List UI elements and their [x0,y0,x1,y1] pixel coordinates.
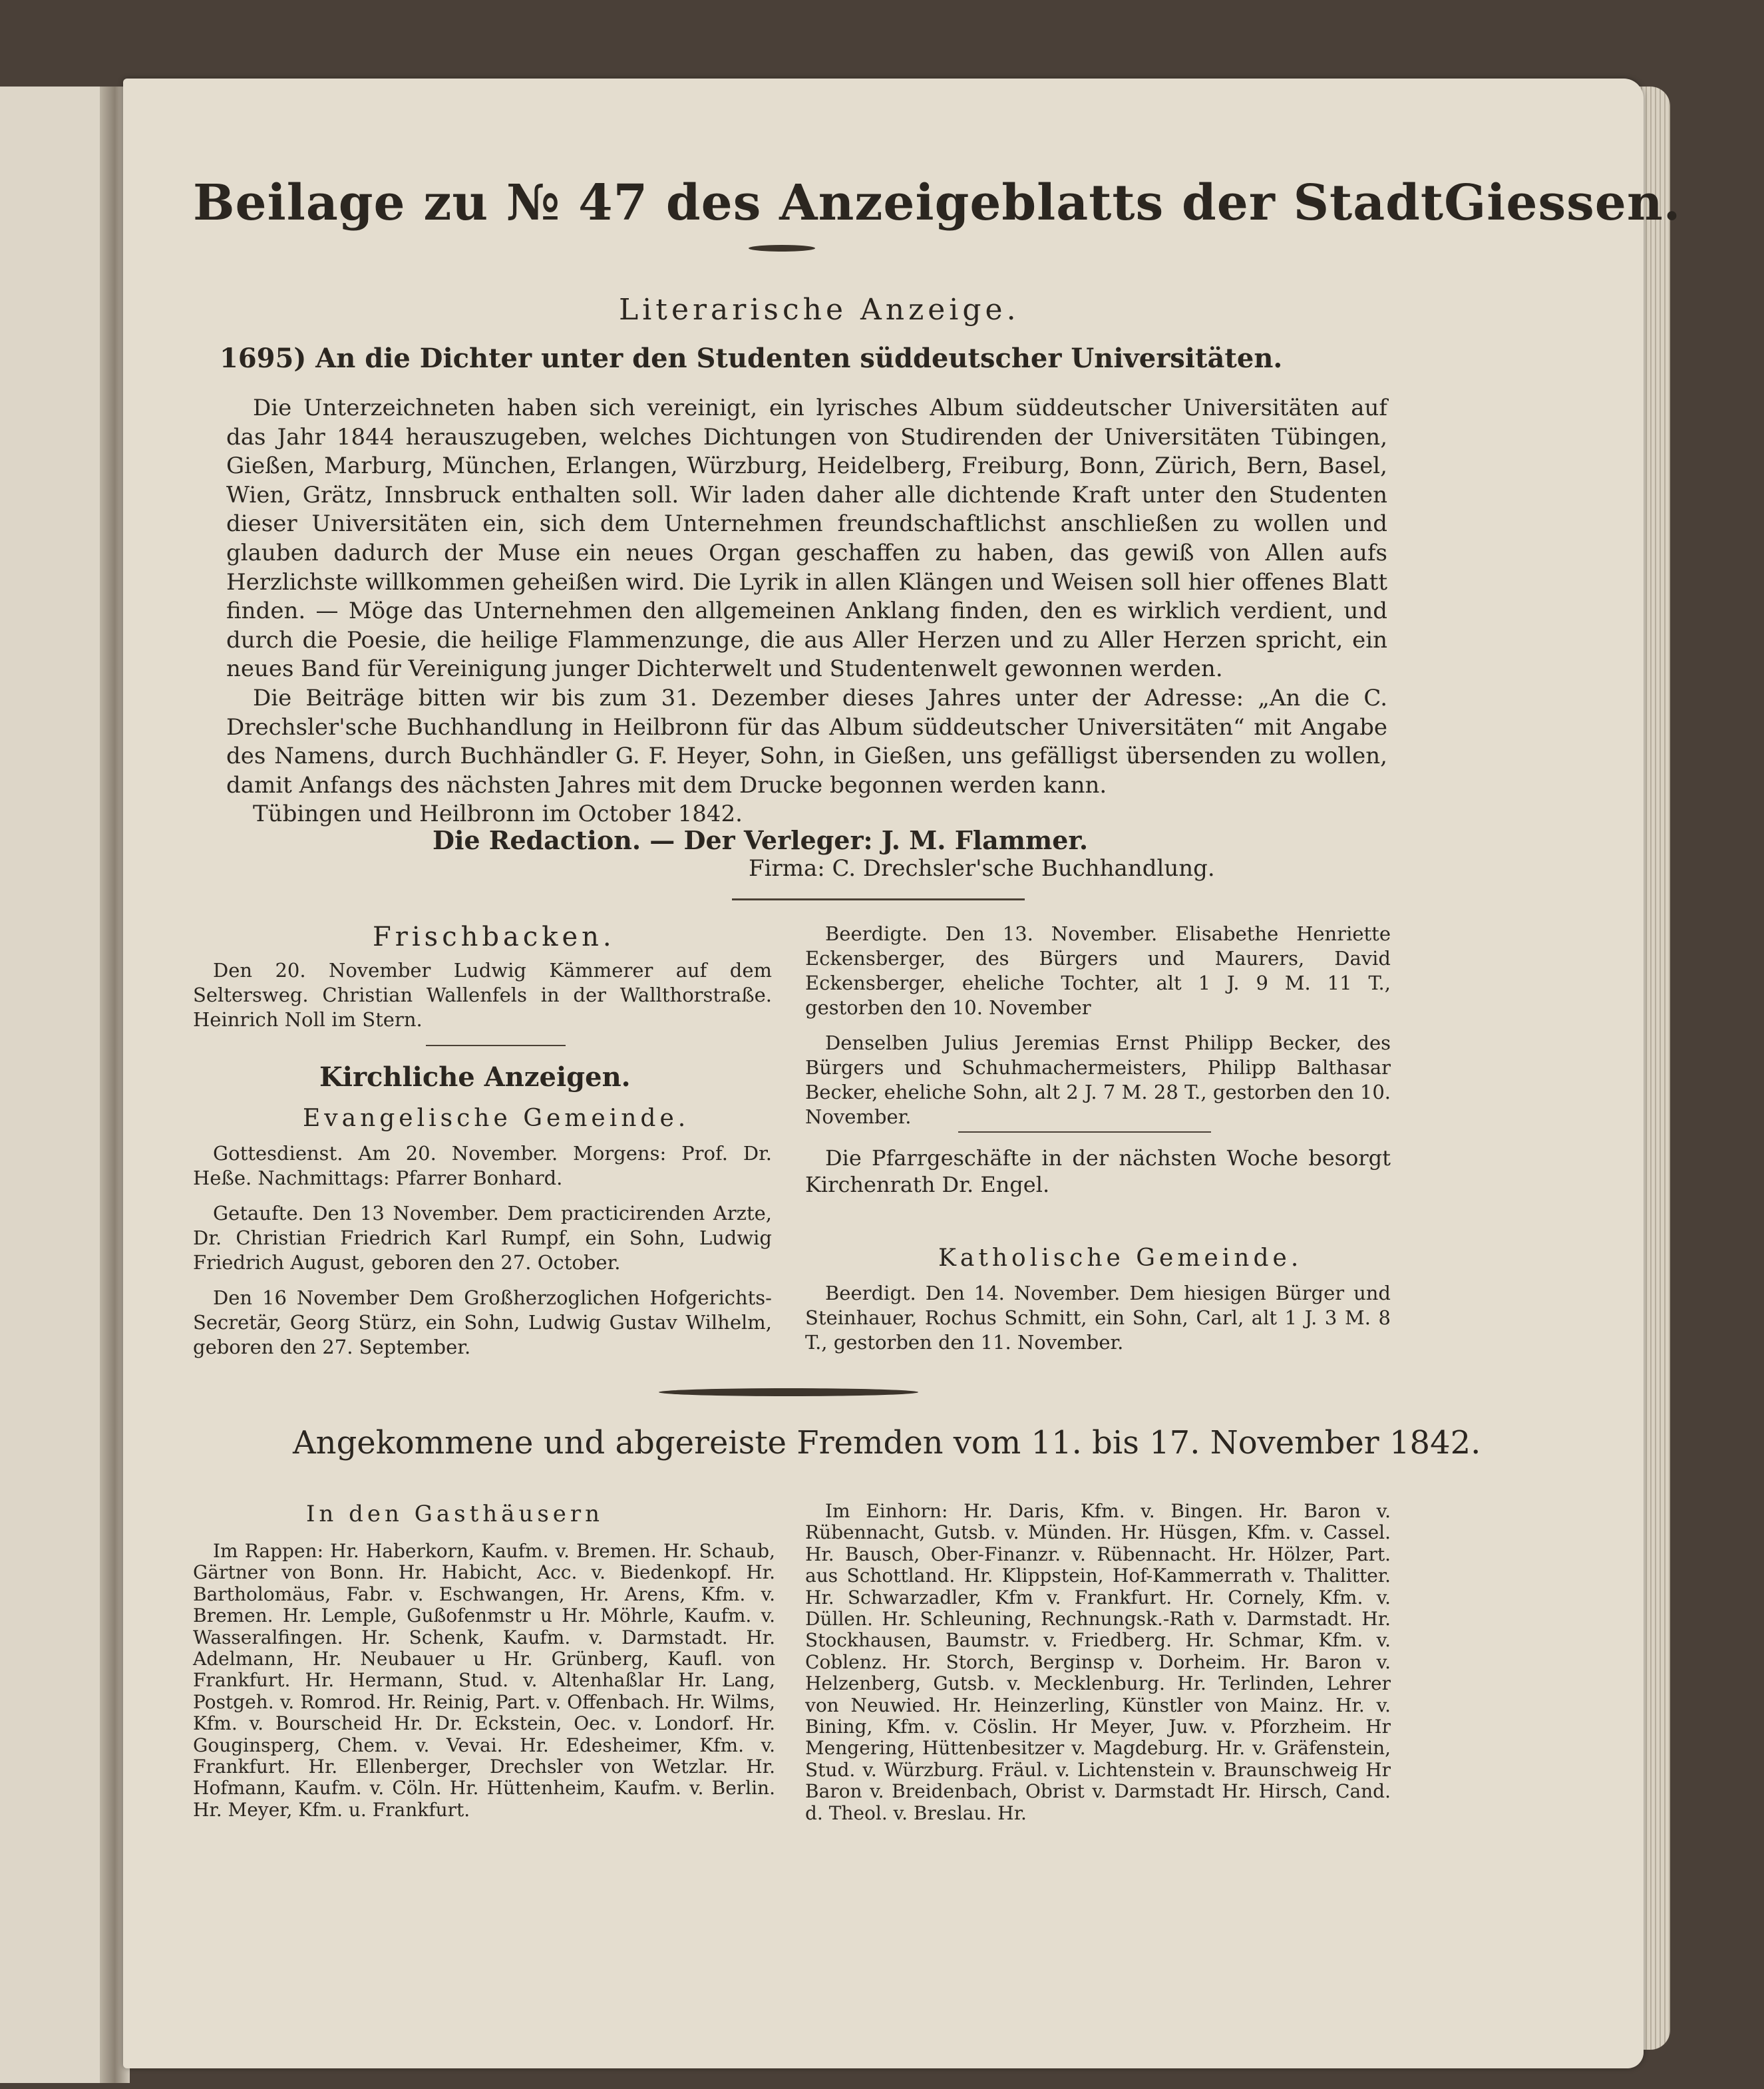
pfarr-text [805,1145,1391,1209]
previous-page-edge [0,87,116,2083]
rappen-list [193,1541,775,1821]
frischbacken-text [193,958,772,1043]
ornament [659,1388,918,1396]
getaufte: Getaufte. Den 13 November. Dem practicirenden Arzte, Dr. Christian Friedrich Karl Rumpf, ein Sohn, Ludwig Friedrich August, geboren den 27. October. [193,1202,772,1274]
einhorn-list [805,1501,1391,1824]
pfarrgeschaefte: Die Pfarrgeschäfte in der nächsten Woche besorgt Kirchenrath Dr. Engel. [805,1145,1391,1197]
rappen-text: Im Rappen: Hr. Haberkorn, Kaufm. v. Bremen. Hr. Schaub, Gärtner von Bonn. Hr. Habicht, Acc. v. Biedenkopf. Hr. Bartholomäus, Fabr. v. Eschwangen, Hr. Arens, Kfm. v. Bremen. Hr. Lemple, Gußofenmstr u Hr. Möhrle, Kaufm. v. Wasseralfingen. Hr. Schenk, Kaufm. v. Darmstadt. Hr. Adelmann, Hr. Neubauer u Hr. Grünberg, Kaufl. von Frankfurt. Hr. Hermann, Stud. v. Altenhaßlar Hr. Lang, Postgeh. v. Romrod. Hr. Reinig, Part. v. Offenbach. Hr. Wilms, Kfm. v. Bourscheid Hr. Dr. Eckstein, Oec. v. Londorf. Hr. Gouginsperg, Chem. v. Vevai. Hr. Edesheimer, Kfm. v. Frankfurt. Hr. Ellenberger, Drechsler von Wetzlar. Hr. Hofmann, Kaufm. v. Cöln. Hr. Hüttenheim, Kaufm. v. Berlin. Hr. Meyer, Kfm. u. Frankfurt. [193,1540,775,1821]
kirchliche-title: Kirchliche Anzeigen. [319,1061,631,1093]
evangelische-text [193,1141,772,1370]
beerdigte: Beerdigte. Den 13. November. Elisabethe Henriette Eckensberger, des Bürgers und Maurers, David Eckensberger, eheliche Tochter, alt 1 J. 9 M. 11 T., gestorben den 10. November [805,922,1391,1019]
firma: Firma: C. Drechsler'sche Buchhandlung. [749,855,1215,882]
frischbacken-paragraph: Den 20. November Ludwig Kämmerer auf dem Seltersweg. Christian Wallenfels in der Wallthorstraße. Heinrich Noll im Stern. [193,959,772,1031]
einhorn-text: Im Einhorn: Hr. Daris, Kfm. v. Bingen. Hr. Baron v. Rübennacht, Gutsb. v. Münden. Hr. Hüsgen, Kfm. v. Cassel. Hr. Bausch, Ober-Finanzr. v. Rübennacht. Hr. Hölzer, Part. aus Schottland. Hr. Klippstein, Hof-Kammerrath v. Thalitter. Hr. Schwarzadler, Kfm v. Frankfurt. Hr. Cornely, Kfm. v. Düllen. Hr. Schleuning, Rechnungsk.-Rath v. Darmstadt. Hr. Stockhausen, Baumstr. v. Friedberg. Hr. Schmar, Kfm. v. Coblenz. Hr. Storch, Berginsp v. Dorheim. Hr. Baron v. Helzenberg, Gutsb. v. Mecklenburg. Hr. Terlinden, Lehrer von Neuwied. Hr. Heinzerling, Künstler von Mainz. Hr. v. Bining, Kfm. v. Cöslin. Hr Meyer, Juw. v. Pforzheim. Hr Mengering, Hüttenbesitzer v. Magdeburg. Hr. v. Gräfenstein, Stud. v. Würzburg. Fräul. v. Lichtenstein v. Braunschweig Hr Baron v. Breidenbach, Obrist v. Darmstadt Hr. Hirsch, Cand. d. Theol. v. Breslau. Hr. [805,1500,1391,1824]
katholische-text [805,1281,1391,1366]
beerdigte-text [805,922,1391,1140]
fremden-title: Angekommene und abgereiste Fremden vom 11. bis 17. November 1842. [293,1424,1481,1461]
katholische-title: Katholische Gemeinde. [938,1244,1303,1272]
ornament [749,245,815,252]
divider [732,898,1025,900]
divider [958,1131,1211,1133]
masthead-title: Beilage zu № 47 des Anzeigeblatts der StadtGiessen. [193,174,1681,232]
gottesdienst: Gottesdienst. Am 20. November. Morgens: Prof. Dr. Heße. Nachmittags: Pfarrer Bonhard. [193,1142,772,1189]
literary-body [226,394,1387,829]
katholische-beerdigt: Beerdigt. Den 14. November. Dem hiesigen Bürger und Steinhauer, Rochus Schmitt, ein Sohn, Carl, alt 1 J. 3 M. 8 T., gestorben den 11. November. [805,1282,1391,1354]
gasthaeuser-title: In den Gasthäusern [306,1501,604,1527]
getaufte-2: Den 16 November Dem Großherzoglichen Hofgerichts-Secretär, Georg Stürz, ein Sohn, Ludwig Gustav Wilhelm, geboren den 27. September. [193,1286,772,1358]
divider [426,1045,566,1046]
place-date: Tübingen und Heilbronn im October 1842. [253,801,743,828]
signature: Die Redaction. — Der Verleger: J. M. Flammer. [433,825,1089,855]
literary-title: 1695) An die Dichter unter den Studenten süddeutscher Universitäten. [220,343,1283,374]
literary-paragraph-2: Die Beiträge bitten wir bis zum 31. Dezember dieses Jahres unter der Adresse: „An die C. Drechsler'sche Buchhandlung in Heilbronn für das Album süddeutscher Universitäten“ mit Angabe des Namens, durch Buchhändler G. F. Heyer, Sohn, in Gießen, uns gefälligst übersenden zu wollen, damit Anfangs des nächsten Jahres mit dem Drucke begonnen werden kann. [226,684,1387,799]
literary-heading: Literarische Anzeige. [619,293,1020,327]
beerdigte-2: Denselben Julius Jeremias Ernst Philipp Becker, des Bürgers und Schuhmachermeisters, Philipp Balthasar Becker, eheliche Sohn, alt 2 J. 7 M. 28 T., gestorben den 10. November. [805,1032,1391,1128]
literary-paragraph-1: Die Unterzeichneten haben sich vereinigt, ein lyrisches Album süddeutscher Universitäten auf das Jahr 1844 herauszugeben, welches Dichtungen von Studirenden der Universitäten Tübingen, Gießen, Marburg, München, Erlangen, Würzburg, Heidelberg, Freiburg, Bonn, Zürich, Bern, Basel, Wien, Grätz, Innsbruck enthalten soll. Wir laden daher alle dichtende Kraft unter den Studenten dieser Universitäten ein, sich dem Unternehmen freundschaftlichst anschließen zu wollen und glauben dadurch der Muse ein neues Organ geschaffen zu haben, das gewiß von Allen aufs Herzlichste willkommen geheißen wird. Die Lyrik in allen Klängen und Weisen soll hier offenes Blatt finden. — Möge das Unternehmen den allgemeinen Anklang finden, den es wirklich verdient, und durch die Poesie, die heilige Flammenzunge, die aus Aller Herzen und zu Aller Herzen spricht, ein neues Band für Vereinigung junger Dichterwelt und Studentenwelt gewonnen werden. [226,395,1387,683]
frischbacken-title: Frischbacken. [373,922,616,952]
evangelische-title: Evangelische Gemeinde. [303,1105,690,1132]
